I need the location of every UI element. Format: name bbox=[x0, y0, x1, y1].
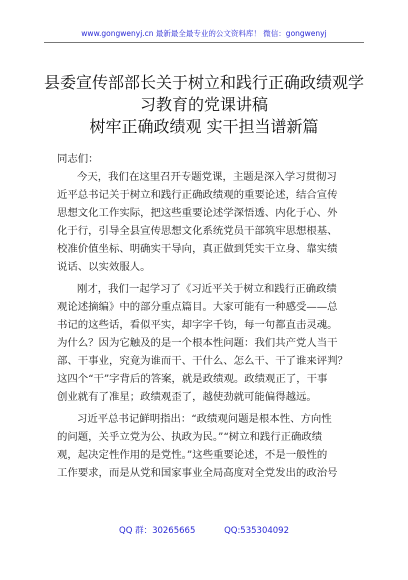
header-divider bbox=[44, 42, 364, 43]
title-line-1: 县委宣传部部长关于树立和践行正确政绩观学 bbox=[43, 73, 364, 92]
site-banner: www.gongwenyj.cn 最新最全最专业的公文资料库！ 微信：gongwenyj bbox=[81, 29, 327, 38]
contact-footer bbox=[0, 524, 408, 536]
paragraph-line: 这四个“干”字背后的答案，就是政绩观。政绩观正了，干事 bbox=[57, 373, 328, 385]
paragraph-line: 化于行，引导全县宣传思想文化系统党员干部筑牢思想根基、 bbox=[57, 225, 338, 237]
paragraph-line: 观，起决定性作用的是党性。”这些重要论述，不是一般性的 bbox=[57, 449, 328, 461]
paragraph-line: 部、干事业，究竟为谁而干、干什么、怎么干、干了谁来评判？ bbox=[57, 355, 348, 367]
paragraph-3 bbox=[57, 410, 353, 482]
qq-number-text: QQ:535304092 bbox=[224, 526, 289, 536]
paragraph-line: 思想文化工作实际，把这些重要论述学深悟透、内化于心、外 bbox=[57, 207, 338, 219]
paragraph-line: 今天，我们在这里召开专题党课，主题是深入学习贯彻习 bbox=[77, 171, 337, 183]
salutation: 同志们： bbox=[57, 153, 99, 165]
paragraph-line: 近平总书记关于树立和践行正确政绩观的重要论述，结合宣传 bbox=[57, 189, 338, 201]
paragraph-1 bbox=[57, 168, 353, 276]
paragraph-line: 为什么？因为它触及的是一个根本性问题：我们共产党人当干 bbox=[57, 337, 338, 349]
title-line-2: 习教育的党课讲稿 bbox=[139, 95, 268, 114]
paragraph-line: 习近平总书记鲜明指出：“政绩观问题是根本性、方向性 bbox=[77, 413, 332, 425]
document-body bbox=[57, 150, 353, 482]
document-title bbox=[0, 72, 408, 138]
paragraph-line: 的问题，关乎立党为公、执政为民。”“树立和践行正确政绩 bbox=[57, 431, 323, 443]
paragraph-line: 刚才，我们一起学习了《习近平关于树立和践行正确政绩 bbox=[77, 283, 337, 295]
paragraph-line: 观论述摘编》中的部分重点篇目。大家可能有一种感受——总 bbox=[57, 301, 338, 313]
paragraph-2 bbox=[57, 280, 353, 406]
paragraph-line: 说话、以实效服人。 bbox=[57, 261, 151, 273]
paragraph-line: 书记的这些话，看似平实，却字字千钧，每一句都直击灵魂。 bbox=[57, 319, 338, 331]
paragraph-line: 校准价值坐标、明确实干导向，真正做到凭实干立身、靠实绩 bbox=[57, 243, 338, 255]
qq-group-text: QQ 群：30265665 bbox=[119, 526, 196, 536]
title-line-3: 树牢正确政绩观 实干担当谱新篇 bbox=[89, 117, 319, 136]
paragraph-line: 创业就有了准星；政绩观歪了，越使劲就可能偏得越远。 bbox=[57, 391, 317, 403]
paragraph-line: 工作要求，而是从党和国家事业全局高度对全党发出的政治号 bbox=[57, 467, 338, 479]
